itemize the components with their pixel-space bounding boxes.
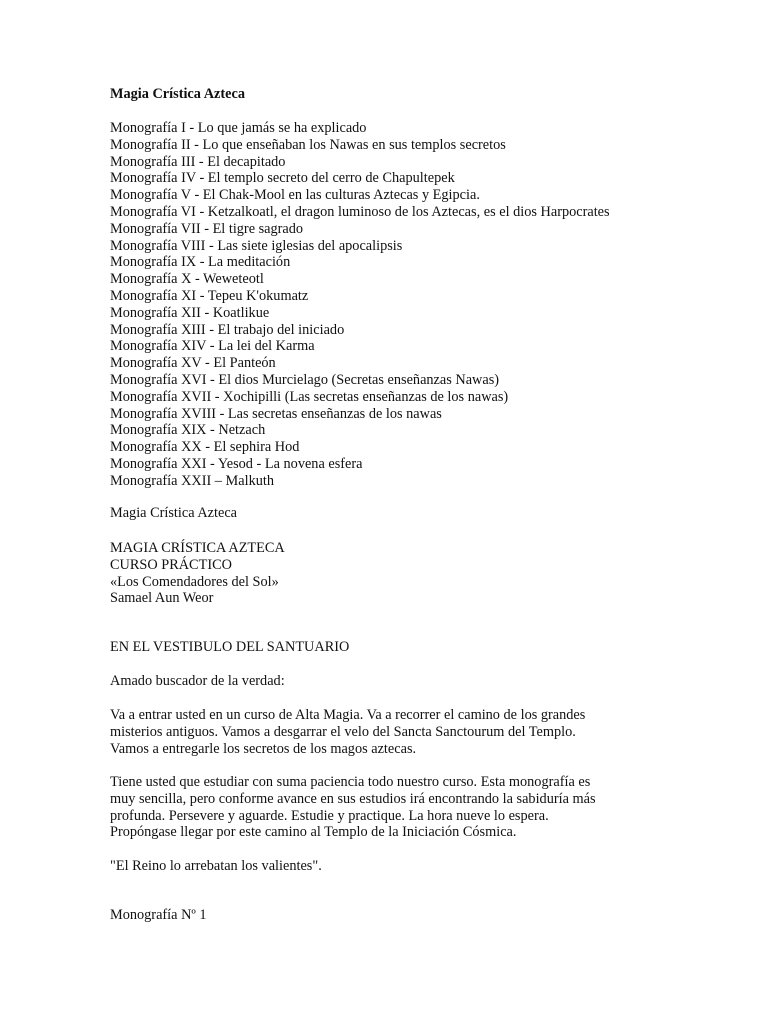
- subtitle: Magia Crística Azteca: [110, 505, 238, 521]
- toc-item: Monografía I - Lo que jamás se ha explicado: [110, 120, 367, 136]
- paragraph: Va a entrar usted en un curso de Alta Magia. Va a recorrer el camino de los grandes misterios antiguos. Vamos a desgarrar el velo del Sancta Sanctourum del Templo. Vamos a entregarle los secretos de los magos aztecas.: [110, 707, 586, 757]
- toc-item: Monografía X - Weweteotl: [110, 271, 264, 288]
- toc-item: Monografía IV - El templo secreto del cerro de Chapultepek: [110, 170, 455, 187]
- toc-item: Monografía VIII - Las siete iglesias del apocalipsis: [110, 237, 403, 254]
- toc-item: Monografía XVIII - Las secretas enseñanzas de los nawas: [110, 405, 442, 422]
- course-series: «Los Comendadores del Sol»: [110, 573, 279, 590]
- toc-item: Monografía XIX - Netzach: [110, 422, 266, 439]
- toc-item: Monografía XVII - Xochipilli (Las secretas enseñanzas de los nawas): [110, 388, 509, 405]
- toc-item: Monografía V - El Chak-Mool en las culturas Aztecas y Egipcia.: [110, 187, 480, 204]
- quote: "El Reino lo arrebatan los valientes".: [110, 858, 322, 874]
- course-header: [110, 540, 728, 607]
- toc-item: Monografía XVI - El dios Murcielago (Secretas enseñanzas Nawas): [110, 371, 500, 388]
- author: Samael Aun Weor: [110, 590, 214, 607]
- monograph-heading: Monografía Nº 1: [110, 907, 207, 923]
- toc-item: Monografía XI - Tepeu K'okumatz: [110, 287, 309, 304]
- toc-item: Monografía XXII – Malkuth: [110, 472, 274, 489]
- toc-item: Monografía VI - Ketzalkoatl, el dragon luminoso de los Aztecas, es el dios Harpocrates: [110, 203, 610, 220]
- toc-item: Monografía XXI - Yesod - La novena esfera: [110, 455, 363, 472]
- document-title: Magia Crística Azteca: [110, 86, 245, 102]
- greeting: Amado buscador de la verdad:: [110, 673, 285, 689]
- section-heading: EN EL VESTIBULO DEL SANTUARIO: [110, 639, 350, 655]
- course-title: MAGIA CRÍSTICA AZTECA: [110, 540, 285, 556]
- toc-item: Monografía XX - El sephira Hod: [110, 439, 300, 456]
- course-type: CURSO PRÁCTICO: [110, 556, 232, 573]
- paragraph: Tiene usted que estudiar con suma paciencia todo nuestro curso. Esta monografía es muy sencilla, pero conforme avance en sus estudios irá encontrando la sabiduría más profunda. Persevere y aguarde. Estudie y practique. La hora nueve lo espera. Propóngase llegar por este camino al Templo de la Iniciación Cósmica.: [110, 774, 596, 841]
- toc-item: Monografía VII - El tigre sagrado: [110, 220, 304, 237]
- toc-item: Monografía XIV - La lei del Karma: [110, 338, 315, 355]
- monograph-index: [110, 120, 728, 490]
- toc-item: Monografía II - Lo que enseñaban los Nawas en sus templos secretos: [110, 136, 506, 153]
- toc-item: Monografía IX - La meditación: [110, 254, 291, 271]
- toc-item: Monografía XIII - El trabajo del iniciado: [110, 321, 345, 338]
- toc-item: Monografía III - El decapitado: [110, 153, 286, 170]
- toc-item: Monografía XII - Koatlikue: [110, 304, 270, 321]
- toc-item: Monografía XV - El Panteón: [110, 355, 276, 372]
